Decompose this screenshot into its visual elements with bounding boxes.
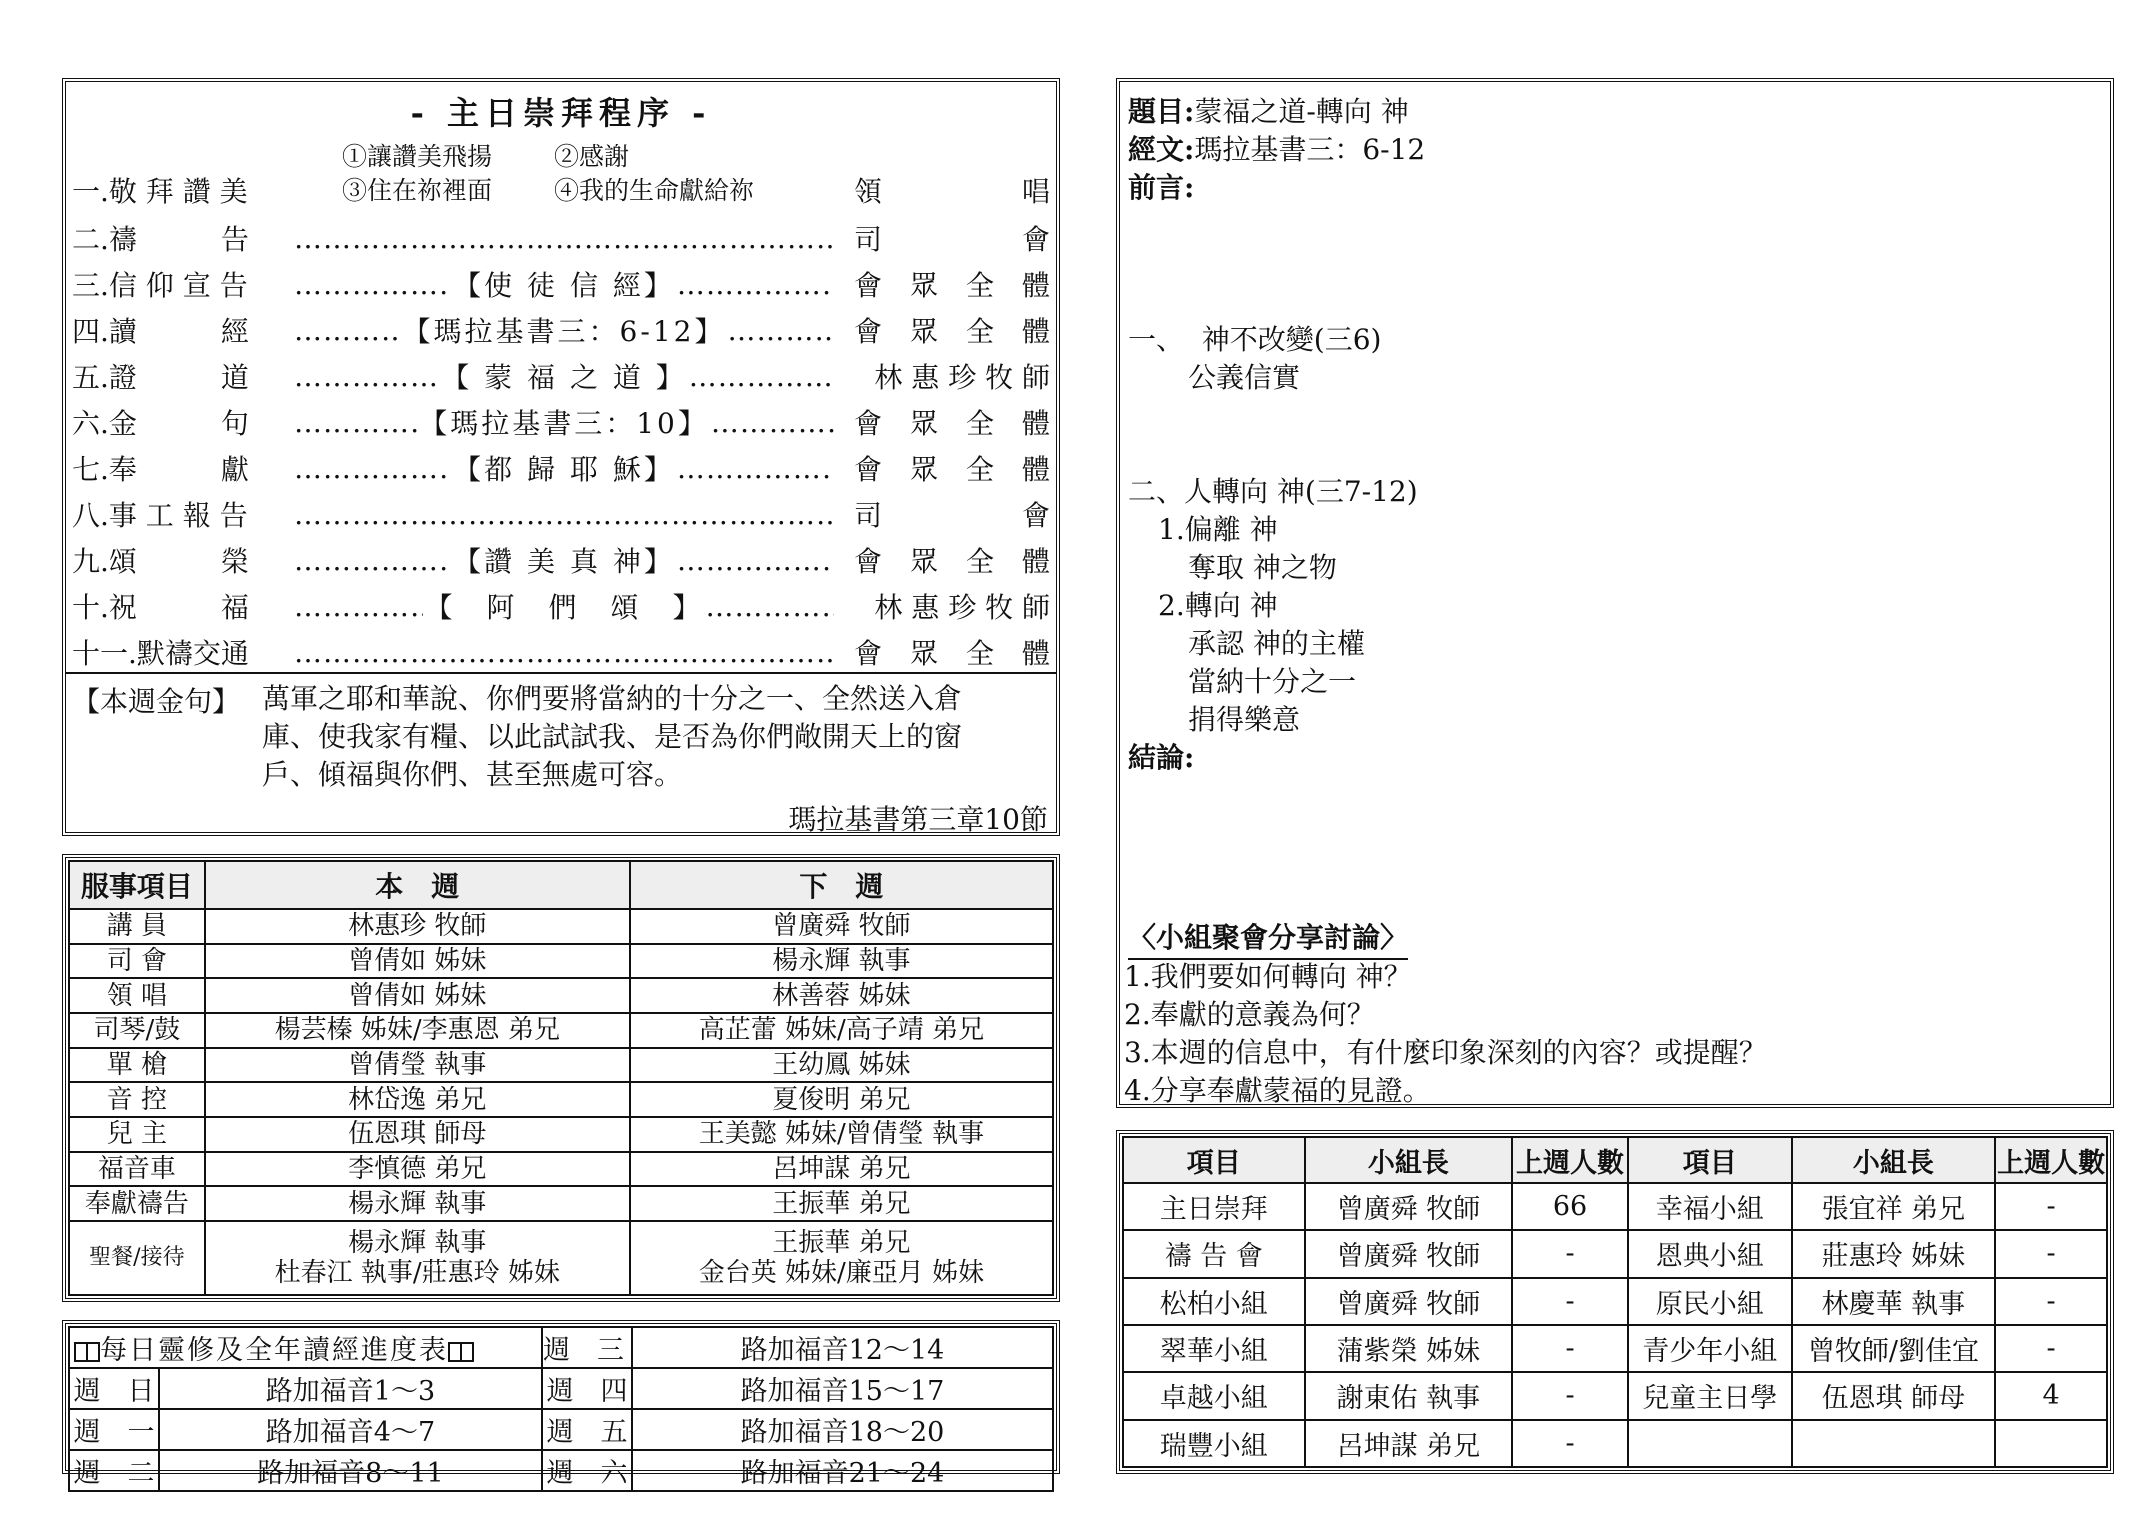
reading-text: 路加福音1～3	[159, 1368, 542, 1409]
leader-dots	[689, 360, 834, 393]
group-cell: 松柏小組	[1123, 1278, 1305, 1325]
reading-day: 週 二	[69, 1450, 159, 1491]
leader-dots	[677, 268, 834, 301]
service-cell-multi	[205, 1221, 630, 1295]
group-cell: -	[1512, 1230, 1628, 1277]
service-row	[69, 1186, 1053, 1221]
point-2: 二、人轉向 神(三7-12)	[1128, 475, 1418, 508]
service-table	[68, 860, 1054, 1296]
service-cell-role: 講 員	[69, 909, 205, 944]
group-cell	[1995, 1420, 2107, 1467]
question-1: 1.我們要如何轉向 神？	[1124, 960, 1412, 993]
reading-table	[68, 1326, 1054, 1492]
program-item-name: 十.祝 福	[72, 591, 249, 624]
group-cell: 曾廣舜 牧師	[1305, 1183, 1513, 1230]
group-table	[1122, 1136, 2108, 1468]
reading-text: 路加福音4～7	[159, 1409, 542, 1450]
reading-day: 週 三	[542, 1327, 632, 1368]
song-1: ①讓讚美飛揚	[342, 142, 493, 171]
header-this-week: 本 週	[205, 861, 630, 909]
group-cell: -	[1995, 1278, 2107, 1325]
group-cell: 張宜祥 弟兄	[1792, 1183, 1996, 1230]
program-item	[72, 448, 1050, 488]
service-cell-role: 司 會	[69, 944, 205, 979]
group-header: 上週人數	[1512, 1137, 1628, 1183]
service-row	[69, 1013, 1053, 1048]
program-item-name: 三.信 仰 宣 告	[72, 269, 248, 302]
leader-dots	[711, 406, 834, 439]
leader-dots	[294, 222, 834, 255]
program-item-leader: 林 惠 珍 牧 師	[874, 361, 1051, 394]
program-item-leader: 司 會	[853, 223, 1050, 256]
group-row	[1123, 1278, 2107, 1325]
point-2-1a: 奪取 神之物	[1188, 551, 1337, 584]
memory-verse	[66, 672, 1056, 836]
worship-program	[62, 78, 1060, 836]
leader-dots	[294, 544, 451, 577]
group-cell: 翠華小組	[1123, 1325, 1305, 1372]
service-cell-this: 曾倩如 姊妹	[205, 978, 630, 1013]
leader-dots	[294, 590, 423, 623]
service-cell-role: 司琴/鼓	[69, 1013, 205, 1048]
group-cell: 青少年小組	[1628, 1325, 1792, 1372]
group-attendance	[1116, 1130, 2114, 1474]
verse-reference: 瑪拉基書第三章10節	[788, 803, 1048, 836]
program-item-detail: 【讚 美 真 神】	[453, 545, 675, 578]
program-item-name: 五.證 道	[72, 361, 249, 394]
reading-text: 路加福音8～11	[159, 1450, 542, 1491]
service-cell-next: 高芷蕾 姊妹/高子靖 弟兄	[630, 1013, 1053, 1048]
group-cell: 幸福小組	[1628, 1183, 1792, 1230]
song-2: ②感謝	[554, 142, 630, 171]
service-cell-next: 王美懿 姊妹/曾倩瑩 執事	[630, 1117, 1053, 1152]
group-cell: 原民小組	[1628, 1278, 1792, 1325]
sermon-topic	[1128, 90, 1409, 130]
group-header: 上週人數	[1995, 1137, 2107, 1183]
group-cell: -	[1995, 1325, 2107, 1372]
service-cell-role: 福音車	[69, 1152, 205, 1187]
reading-title-cell	[69, 1327, 542, 1368]
service-cell-line: 金台英 姊妹/廉亞月 姊妹	[698, 1258, 985, 1288]
program-item-leader: 會 眾 全 體	[854, 545, 1051, 578]
song-4: ④我的生命獻給祢	[554, 176, 755, 205]
group-cell: 伍恩琪 師母	[1792, 1372, 1996, 1419]
reading-day: 週 一	[69, 1409, 159, 1450]
service-row	[69, 1152, 1053, 1187]
leader-dots	[294, 268, 451, 301]
point-2-2a: 承認 神的主權	[1188, 627, 1365, 660]
service-row	[69, 978, 1053, 1013]
program-item	[72, 264, 1050, 304]
service-cell-this: 林岱逸 弟兄	[205, 1082, 630, 1117]
service-cell-this: 伍恩琪 師母	[205, 1117, 630, 1152]
program-item	[72, 632, 1050, 672]
group-header: 小組長	[1305, 1137, 1513, 1183]
group-cell: -	[1512, 1420, 1628, 1467]
program-item-leader: 會 眾 全 體	[853, 637, 1050, 670]
reading-text: 路加福音12～14	[632, 1327, 1053, 1368]
group-cell: 曾廣舜 牧師	[1305, 1278, 1513, 1325]
header-next-week: 下 週	[630, 861, 1053, 909]
leader-dots	[706, 590, 835, 623]
service-cell-this: 林惠珍 牧師	[205, 909, 630, 944]
verse-line: 庫、使我家有糧、以此試試我、是否為你們敞開天上的窗	[262, 720, 963, 753]
group-cell: -	[1512, 1372, 1628, 1419]
service-cell-line: 楊永輝 執事	[348, 1228, 487, 1258]
open-book-icon	[74, 1342, 100, 1362]
program-item	[72, 310, 1050, 350]
service-row	[69, 1117, 1053, 1152]
service-row	[69, 1048, 1053, 1083]
point-1a: 公義信實	[1188, 361, 1301, 394]
point-2-2b: 當納十分之一	[1188, 665, 1357, 698]
discussion-title: 〈小組聚會分享討論〉	[1128, 916, 1408, 960]
reading-text: 路加福音18～20	[632, 1409, 1053, 1450]
service-cell-this: 曾倩瑩 執事	[205, 1048, 630, 1083]
service-cell-next: 王幼鳳 姊妹	[630, 1048, 1053, 1083]
discussion-questions	[1124, 958, 1767, 1110]
group-cell: 主日崇拜	[1123, 1183, 1305, 1230]
service-cell-line: 王振華 弟兄	[772, 1228, 911, 1258]
program-item-name: 二.禱 告	[72, 223, 249, 256]
intro-label: 前言:	[1128, 171, 1195, 204]
group-cell	[1792, 1420, 1996, 1467]
program-item	[72, 586, 1050, 626]
program-item-leader: 領 唱	[853, 175, 1050, 208]
scripture-text: 瑪拉基書三：6-12	[1194, 133, 1426, 166]
verse-line: 戶、傾福與你們、甚至無處可容。	[262, 758, 683, 791]
leader-dots	[294, 406, 417, 439]
group-row	[1123, 1230, 2107, 1277]
open-book-icon	[448, 1342, 474, 1362]
group-cell: 瑞豐小組	[1123, 1420, 1305, 1467]
group-cell: 禱 告 會	[1123, 1230, 1305, 1277]
point-2-2: 2.轉向 神	[1158, 589, 1278, 622]
reading-text: 路加福音15～17	[632, 1368, 1053, 1409]
group-cell: -	[1512, 1325, 1628, 1372]
program-item-leader: 林 惠 珍 牧 師	[874, 591, 1051, 624]
service-cell-role: 聖餐/接待	[69, 1221, 205, 1295]
group-header: 項目	[1628, 1137, 1792, 1183]
leader-dots	[294, 360, 439, 393]
group-cell: 兒童主日學	[1628, 1372, 1792, 1419]
leader-dots	[294, 314, 401, 347]
program-item-name: 六.金 句	[72, 407, 249, 440]
group-cell: -	[1995, 1183, 2107, 1230]
program-item-name: 七.奉 獻	[72, 453, 249, 486]
program-item-leader: 會 眾 全 體	[854, 453, 1051, 486]
leader-dots	[677, 544, 834, 577]
group-cell: 曾牧師/劉佳宜	[1792, 1325, 1996, 1372]
group-row	[1123, 1183, 2107, 1230]
program-item-name: 四.讀 經	[72, 315, 249, 348]
group-cell: 蒲紫榮 姊妹	[1305, 1325, 1513, 1372]
service-cell-line: 杜春江 執事/莊惠玲 姊妹	[274, 1258, 560, 1288]
service-cell-role: 奉獻禱告	[69, 1186, 205, 1221]
question-4: 4.分享奉獻蒙福的見證。	[1124, 1074, 1431, 1107]
program-item	[72, 540, 1050, 580]
header-role: 服事項目	[69, 861, 205, 909]
program-item	[72, 356, 1050, 396]
service-row	[69, 909, 1053, 944]
program-item-name: 九.頌 榮	[72, 545, 249, 578]
service-schedule	[62, 854, 1060, 1302]
service-row	[69, 944, 1053, 979]
reading-plan	[62, 1320, 1060, 1489]
program-item-detail: 【瑪拉基書三：10】	[419, 407, 709, 440]
program-item-detail: 【 蒙 福 之 道 】	[441, 361, 687, 394]
group-cell: 莊惠玲 姊妹	[1792, 1230, 1996, 1277]
program-item-name: 八.事 工 報 告	[72, 499, 248, 532]
program-item-detail: 【瑪拉基書三：6-12】	[402, 315, 726, 348]
leader-dots	[294, 498, 834, 531]
program-item	[72, 402, 1050, 442]
service-row	[69, 1221, 1053, 1295]
leader-dots	[294, 636, 834, 669]
service-cell-next: 王振華 弟兄	[630, 1186, 1053, 1221]
group-row	[1123, 1420, 2107, 1467]
program-item	[72, 494, 1050, 534]
group-header: 項目	[1123, 1137, 1305, 1183]
group-cell: -	[1995, 1230, 2107, 1277]
program-item-detail: 【都 歸 耶 穌】	[453, 453, 675, 486]
service-row	[69, 1082, 1053, 1117]
group-cell: 卓越小組	[1123, 1372, 1305, 1419]
group-cell	[1628, 1420, 1792, 1467]
reading-day: 週 五	[542, 1409, 632, 1450]
service-cell-next: 楊永輝 執事	[630, 944, 1053, 979]
group-cell: 66	[1512, 1183, 1628, 1230]
service-cell-this: 李慎德 弟兄	[205, 1152, 630, 1187]
group-cell: -	[1512, 1278, 1628, 1325]
conclusion-label: 結論:	[1128, 741, 1195, 774]
service-cell-this: 楊永輝 執事	[205, 1186, 630, 1221]
group-cell: 4	[1995, 1372, 2107, 1419]
reading-day: 週 六	[542, 1450, 632, 1491]
service-cell-next: 夏俊明 弟兄	[630, 1082, 1053, 1117]
group-row	[1123, 1372, 2107, 1419]
program-item-leader: 會 眾 全 體	[854, 407, 1051, 440]
service-cell-next: 曾廣舜 牧師	[630, 909, 1053, 944]
program-item-leader: 會 眾 全 體	[853, 315, 1050, 348]
service-cell-role: 音 控	[69, 1082, 205, 1117]
group-cell: 謝東佑 執事	[1305, 1372, 1513, 1419]
program-item	[72, 170, 1050, 210]
group-header: 小組長	[1792, 1137, 1996, 1183]
group-row	[1123, 1325, 2107, 1372]
program-item-name: 一.敬 拜 讚 美	[72, 175, 248, 208]
reading-day: 週 四	[542, 1368, 632, 1409]
question-3: 3.本週的信息中，有什麼印象深刻的內容？或提醒？	[1124, 1036, 1767, 1069]
service-cell-multi	[630, 1221, 1053, 1295]
service-cell-role: 兒 主	[69, 1117, 205, 1152]
point-1: 一、 神不改變(三6)	[1128, 323, 1382, 356]
topic-text: 蒙福之道-轉向 神	[1194, 95, 1409, 128]
program-item-leader: 會 眾 全 體	[854, 269, 1051, 302]
group-cell: 恩典小組	[1628, 1230, 1792, 1277]
leader-dots	[677, 452, 834, 485]
leader-dots	[727, 314, 834, 347]
group-cell: 曾廣舜 牧師	[1305, 1230, 1513, 1277]
verse-text	[262, 680, 962, 794]
reading-text: 路加福音21～24	[632, 1450, 1053, 1491]
program-item	[72, 218, 1050, 258]
topic-label: 題目:	[1128, 95, 1195, 128]
service-cell-role: 領 唱	[69, 978, 205, 1013]
sermon-scripture	[1128, 128, 1425, 168]
verse-label: 【本週金句】	[72, 685, 241, 718]
reading-day: 週 日	[69, 1368, 159, 1409]
program-title: - 主日崇拜程序 -	[410, 94, 712, 132]
group-cell: 呂坤謀 弟兄	[1305, 1420, 1513, 1467]
service-cell-next: 呂坤謀 弟兄	[630, 1152, 1053, 1187]
song-3: ③住在祢裡面	[342, 176, 493, 205]
sermon-notes	[1116, 78, 2114, 1108]
service-cell-next: 林善蓉 姊妹	[630, 978, 1053, 1013]
point-2-1: 1.偏離 神	[1158, 513, 1278, 546]
group-cell: 林慶華 執事	[1792, 1278, 1996, 1325]
point-2-2c: 捐得樂意	[1188, 703, 1301, 736]
program-item-name: 十一.默禱交通	[72, 637, 249, 670]
program-item-detail: 【 阿 們 頌 】	[424, 591, 704, 624]
service-cell-this: 曾倩如 姊妹	[205, 944, 630, 979]
scripture-label: 經文:	[1128, 133, 1195, 166]
leader-dots	[294, 452, 451, 485]
reading-title: 每日靈修及全年讀經進度表	[100, 1335, 448, 1366]
service-cell-this: 楊芸榛 姊妹/李惠恩 弟兄	[205, 1013, 630, 1048]
program-item-detail: 【使 徒 信 經】	[453, 269, 675, 302]
program-item-leader: 司 會	[853, 499, 1050, 532]
question-2: 2.奉獻的意義為何？	[1124, 998, 1375, 1031]
verse-line: 萬軍之耶和華說、你們要將當納的十分之一、全然送入倉	[262, 682, 963, 715]
service-cell-role: 單 槍	[69, 1048, 205, 1083]
